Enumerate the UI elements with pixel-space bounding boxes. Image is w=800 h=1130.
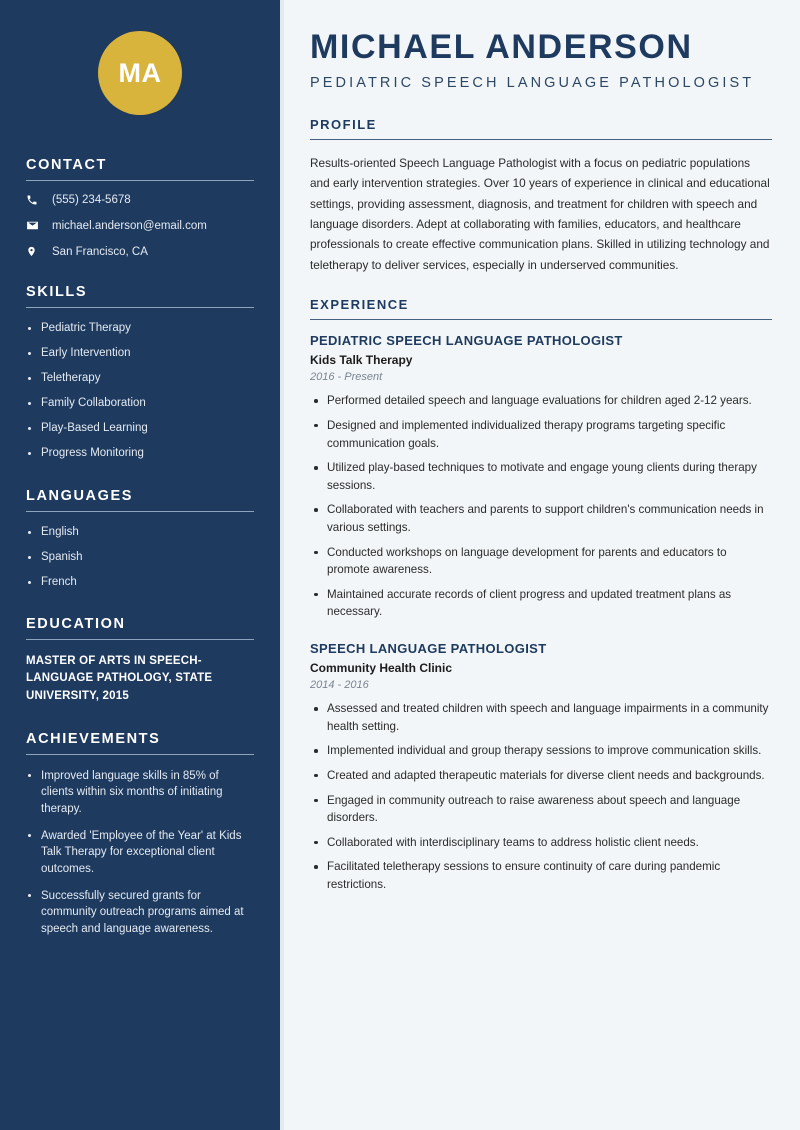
page-title: MICHAEL ANDERSON	[310, 28, 693, 66]
languages-heading: LANGUAGES	[26, 487, 134, 504]
list-item: Successfully secured grants for community outreach programs aimed at speech and language awareness.	[26, 888, 254, 937]
list-item: French	[26, 575, 254, 591]
list-item: Family Collaboration	[26, 396, 254, 412]
job-role-subtitle: PEDIATRIC SPEECH LANGUAGE PATHOLOGIST	[310, 74, 755, 91]
list-item: Collaborated with interdisciplinary teams to address holistic client needs.	[310, 834, 772, 852]
list-item: Assessed and treated children with speech and language impairments in a community health setting.	[310, 700, 772, 735]
languages-divider	[26, 511, 254, 512]
job-company: Community Health Clinic	[310, 661, 453, 676]
achievements-list	[26, 768, 254, 937]
list-item: Implemented individual and group therapy sessions to improve communication skills.	[310, 742, 772, 760]
education-degree: MASTER OF ARTS IN SPEECH-LANGUAGE PATHOLOGY, STATE UNIVERSITY, 2015	[26, 655, 213, 702]
experience-heading: EXPERIENCE	[310, 296, 409, 312]
avatar-initials: MA	[118, 57, 162, 88]
phone-icon	[26, 194, 46, 206]
job-title: PEDIATRIC SPEECH LANGUAGE PATHOLOGIST	[310, 333, 623, 349]
job-bullet-list	[310, 392, 772, 621]
skills-list	[26, 321, 254, 462]
list-item: Progress Monitoring	[26, 446, 254, 462]
list-item: English	[26, 525, 254, 541]
job-company: Kids Talk Therapy	[310, 353, 413, 368]
contact-email-row[interactable]	[26, 219, 254, 232]
list-item: Improved language skills in 85% of clients within six months of initiating therapy.	[26, 768, 254, 817]
experience-divider	[310, 319, 772, 321]
skills-divider	[26, 307, 254, 308]
achievements-divider	[26, 754, 254, 755]
avatar	[98, 31, 182, 115]
job-dates: 2016 - Present	[310, 371, 383, 384]
list-item: Created and adapted therapeutic materials for diverse client needs and backgrounds.	[310, 767, 772, 785]
experience-section	[310, 297, 772, 894]
contact-email-value: michael.anderson@email.com	[52, 219, 207, 232]
experience-entry	[310, 641, 772, 893]
contact-location-row[interactable]	[26, 245, 254, 258]
profile-divider	[310, 139, 772, 141]
list-item: Conducted workshops on language development for parents and educators to promote awareness.	[310, 544, 772, 579]
list-item: Engaged in community outreach to raise awareness about speech and language disorders.	[310, 792, 772, 827]
languages-list	[26, 525, 254, 591]
avatar-container	[26, 0, 254, 157]
list-item: Performed detailed speech and language evaluations for children aged 2-12 years.	[310, 392, 772, 410]
sidebar	[0, 0, 280, 1130]
achievements-section	[26, 731, 254, 937]
main-content	[284, 0, 800, 1130]
list-item: Teletherapy	[26, 371, 254, 387]
list-item: Pediatric Therapy	[26, 321, 254, 337]
list-item: Designed and implemented individualized therapy programs targeting specific communication goals.	[310, 417, 772, 452]
job-dates: 2014 - 2016	[310, 679, 369, 692]
list-item: Collaborated with teachers and parents to support children's communication needs in various settings.	[310, 501, 772, 536]
education-section	[26, 616, 254, 705]
list-item: Facilitated teletherapy sessions to ensure continuity of care during pandemic restrictions.	[310, 858, 772, 893]
profile-heading: PROFILE	[310, 116, 377, 132]
experience-entry	[310, 333, 772, 621]
contact-section	[26, 157, 254, 258]
job-bullet-list	[310, 700, 772, 893]
list-item: Play-Based Learning	[26, 421, 254, 437]
profile-text: Results-oriented Speech Language Pathologist with a focus on pediatric populations and early intervention strategies. Over 10 years of experience in clinical and educational settings, providing assessment, diagnosis, and treatment for children with speech and language disorders. Adept at collaborating with families, educators, and healthcare professionals to create effective communication plans. Skilled in utilizing technology and teletherapy to deliver services, especially in underserved communities.	[310, 156, 770, 272]
list-item: Early Intervention	[26, 346, 254, 362]
achievements-heading: ACHIEVEMENTS	[26, 730, 161, 747]
list-item: Utilized play-based techniques to motivate and engage young clients during therapy sessions.	[310, 459, 772, 494]
map-pin-icon	[26, 245, 46, 258]
education-heading: EDUCATION	[26, 616, 126, 633]
languages-section	[26, 488, 254, 591]
contact-phone-row[interactable]	[26, 194, 254, 206]
skills-heading: SKILLS	[26, 284, 88, 300]
contact-phone-value: (555) 234-5678	[52, 194, 131, 206]
education-divider	[26, 639, 254, 640]
envelope-icon	[26, 219, 46, 232]
contact-location-value: San Francisco, CA	[52, 245, 148, 258]
skills-section	[26, 284, 254, 462]
list-item: Maintained accurate records of client progress and updated treatment plans as necessary.	[310, 586, 772, 621]
contact-divider	[26, 180, 254, 181]
profile-section	[310, 117, 772, 275]
job-title: SPEECH LANGUAGE PATHOLOGIST	[310, 641, 547, 657]
list-item: Spanish	[26, 550, 254, 566]
contact-heading: CONTACT	[26, 157, 108, 173]
list-item: Awarded 'Employee of the Year' at Kids Talk Therapy for exceptional client outcomes.	[26, 828, 254, 877]
